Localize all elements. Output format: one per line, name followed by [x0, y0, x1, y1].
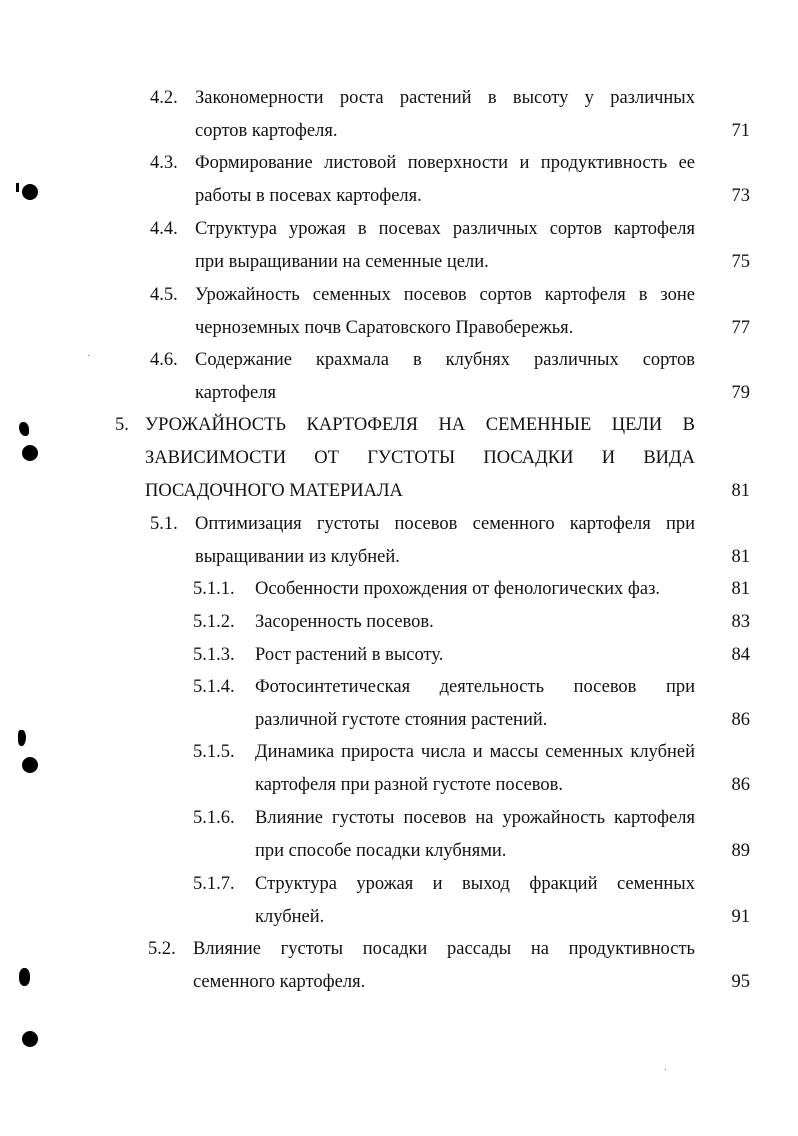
- toc-entry-5-1-4: [0, 675, 798, 745]
- toc-title-line-1: Особенности прохождения от фенологических фаз.: [255, 579, 661, 599]
- toc-number: 5.1.5.: [193, 742, 235, 762]
- toc-number: 5.2.: [148, 939, 176, 959]
- toc-entry-5: [0, 413, 798, 513]
- toc-number: 4.2.: [150, 88, 178, 108]
- toc-page-number: 81: [731, 481, 750, 501]
- toc-title-line-1: Урожайность семенных посевов сортов картофеля в зоне: [195, 285, 695, 305]
- toc-title-line-1: Влияние густоты посадки рассады на продуктивность: [193, 939, 695, 959]
- toc-title-line-1: Структура урожая в посевах различных сортов картофеля: [195, 219, 695, 239]
- toc-title-line-1: Содержание крахмала в клубнях различных сортов: [195, 350, 695, 370]
- toc-title-line-1: УРОЖАЙНОСТЬ КАРТОФЕЛЯ НА СЕМЕННЫЕ ЦЕЛИ В: [145, 415, 695, 435]
- toc-number: 5.1.: [150, 514, 178, 534]
- binder-hole-4: [22, 1031, 38, 1047]
- toc-entry-5-1-1: [0, 577, 798, 605]
- toc-title-line-2: сортов картофеля.: [195, 121, 338, 141]
- toc-title-line-2: картофеля при разной густоте посевов.: [255, 775, 563, 795]
- toc-number: 4.3.: [150, 153, 178, 173]
- toc-number: 5.1.3.: [193, 645, 235, 665]
- toc-page-number: 81: [731, 579, 750, 599]
- toc-title-line-2: при выращивании на семенные цели.: [195, 252, 489, 272]
- toc-page-number: 95: [731, 972, 750, 992]
- toc-number: 5.1.7.: [193, 874, 235, 894]
- toc-entry-4-3: [0, 151, 798, 221]
- toc-title-line-1: Засоренность посевов.: [255, 612, 434, 632]
- toc-entry-5-1-3: [0, 643, 798, 671]
- toc-title-line-2: черноземных почв Саратовского Правобережья.: [195, 318, 574, 338]
- toc-title-line-1: Влияние густоты посевов на урожайность картофеля: [255, 808, 695, 828]
- toc-title-line-1: Формирование листовой поверхности и продуктивность ее: [195, 153, 695, 173]
- toc-number: 4.6.: [150, 350, 178, 370]
- toc-page-number: 83: [731, 612, 750, 632]
- toc-title-line-1: Оптимизация густоты посевов семенного картофеля при: [195, 514, 695, 534]
- toc-entry-4-4: [0, 217, 798, 287]
- toc-number: 5.: [115, 415, 129, 435]
- toc-entry-4-5: [0, 283, 798, 353]
- toc-number: 4.4.: [150, 219, 178, 239]
- toc-page-number: 86: [731, 710, 750, 730]
- toc-entry-5-1-7: [0, 872, 798, 942]
- toc-title-line-1: Структура урожая и выход фракций семенных: [255, 874, 695, 894]
- toc-title-line-3: ПОСАДОЧНОГО МАТЕРИАЛА: [145, 481, 403, 501]
- toc-entry-4-2: [0, 86, 798, 156]
- toc-page-number: 71: [731, 121, 750, 141]
- toc-number: 4.5.: [150, 285, 178, 305]
- toc-title-line-2: клубней.: [255, 907, 325, 927]
- toc-title-line-1: Динамика прироста числа и массы семенных клубней: [255, 742, 695, 762]
- toc-title-line-2: выращивании из клубней.: [195, 547, 400, 567]
- toc-page-number: 89: [731, 841, 750, 861]
- toc-entry-5-1: [0, 512, 798, 582]
- toc-page-number: 86: [731, 775, 750, 795]
- toc-number: 5.1.4.: [193, 677, 235, 697]
- toc-page-number: 75: [731, 252, 750, 272]
- toc-page-number: 79: [731, 383, 750, 403]
- toc-entry-5-2: [0, 937, 798, 1007]
- toc-title-line-1: Фотосинтетическая деятельность посевов при: [255, 677, 695, 697]
- toc-entry-4-6: [0, 348, 798, 418]
- toc-title-line-2: семенного картофеля.: [193, 972, 366, 992]
- toc-title-line-2: работы в посевах картофеля.: [195, 186, 422, 206]
- toc-title-line-2: ЗАВИСИМОСТИ ОТ ГУСТОТЫ ПОСАДКИ И ВИДА: [145, 448, 695, 468]
- toc-entry-5-1-2: [0, 610, 798, 638]
- toc-page-number: 77: [731, 318, 750, 338]
- toc-entry-5-1-6: [0, 806, 798, 876]
- toc-title-line-1: Закономерности роста растений в высоту у различных: [195, 88, 695, 108]
- toc-page-number: 73: [731, 186, 750, 206]
- toc-number: 5.1.6.: [193, 808, 235, 828]
- toc-page-number: 81: [731, 547, 750, 567]
- toc-number: 5.1.1.: [193, 579, 235, 599]
- toc-title-line-2: различной густоте стояния растений.: [255, 710, 548, 730]
- toc-title-line-2: при способе посадки клубнями.: [255, 841, 507, 861]
- toc-page-number: 91: [731, 907, 750, 927]
- scan-speck-1: [665, 1069, 666, 1070]
- toc-entry-5-1-5: [0, 740, 798, 810]
- toc-number: 5.1.2.: [193, 612, 235, 632]
- toc-page-number: 84: [731, 645, 750, 665]
- toc-title-line-2: картофеля: [195, 383, 276, 403]
- toc-title-line-1: Рост растений в высоту.: [255, 645, 444, 665]
